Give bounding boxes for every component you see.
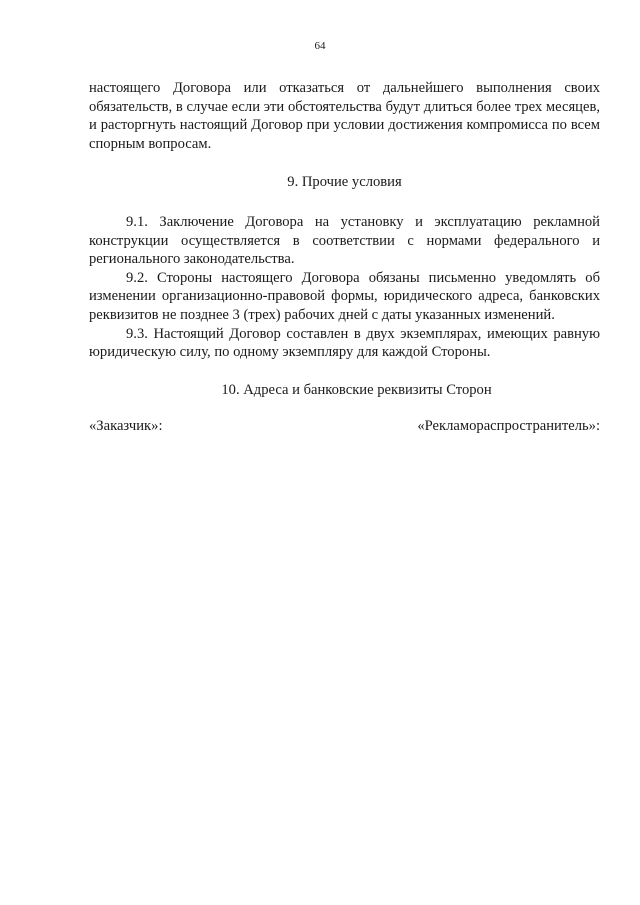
clause-9-1: 9.1. Заключение Договора на установку и эксплуатацию рекламной конструкции осуществляется в соответствии с нормами федерального и регионального законодательства. <box>89 213 600 268</box>
clause-9-3: 9.3. Настоящий Договор составлен в двух экземплярах, имеющих равную юридическую силу, по одному экземпляру для каждой Стороны. <box>89 325 600 361</box>
intro-paragraph: настоящего Договора или отказаться от дальнейшего выполнения своих обязательств, в случае если эти обстоятельства будут длиться более трех месяцев, и расторгнуть настоящий Договор при условии достижения компромисса по всем спорным вопросам. <box>89 80 600 152</box>
document-body <box>89 79 600 436</box>
customer-label: «Заказчик»: <box>89 418 163 435</box>
section-10-heading: 10. Адреса и банковские реквизиты Сторон <box>221 381 492 398</box>
clause-9-2: 9.2. Стороны настоящего Договора обязаны письменно уведомлять об изменении организационно-правовой формы, юридического адреса, банковских реквизитов не позднее 3 (трех) рабочих дней с даты указанных изменений. <box>89 269 600 323</box>
section-9-heading: 9. Прочие условия <box>287 174 402 191</box>
page-number: 64 <box>314 40 326 52</box>
parties-row <box>89 417 600 436</box>
distributor-label: «Рекламораспространитель»: <box>417 418 600 435</box>
